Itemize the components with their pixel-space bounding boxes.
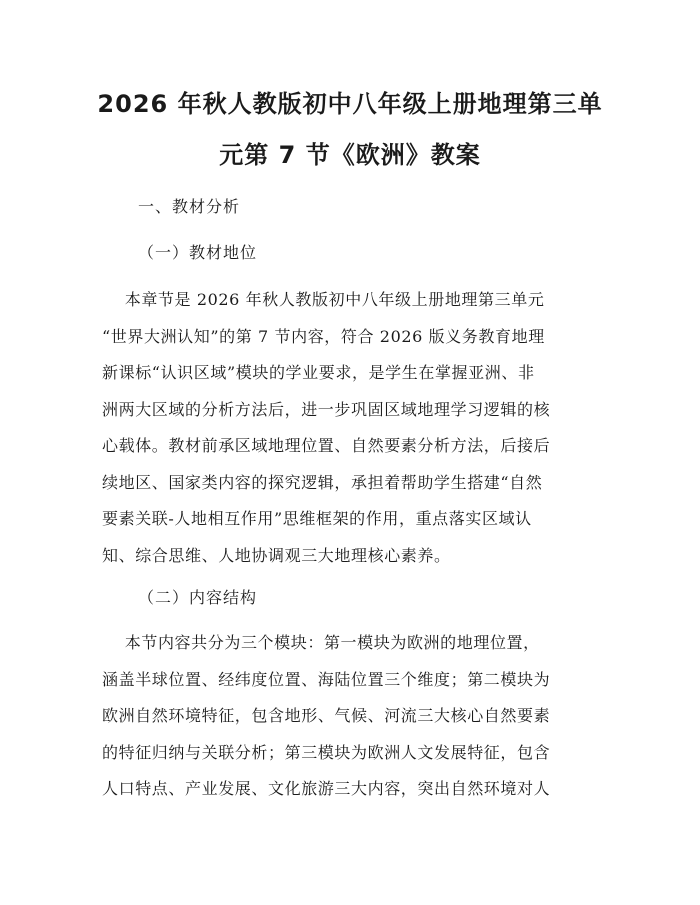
paragraph-line: 心载体。教材前承区域地理位置、自然要素分析方法，后接后 xyxy=(102,436,551,455)
paragraph-content-structure xyxy=(102,625,598,808)
paragraph-line: 本章节是 2026 年秋人教版初中八年级上册地理第三单元 xyxy=(102,290,545,309)
paragraph-material-position xyxy=(102,282,598,574)
paragraph-line: 本节内容共分为三个模块：第一模块为欧洲的地理位置， xyxy=(102,633,540,652)
paragraph-line: 人口特点、产业发展、文化旅游三大内容，突出自然环境对人 xyxy=(102,779,551,798)
subsection-heading-material-position: （一）教材地位 xyxy=(138,243,258,262)
document-title-line-1: 2026 年秋人教版初中八年级上册地理第三单 xyxy=(97,90,603,118)
paragraph-line: 要素关联-人地相互作用”思维框架的作用，重点落实区域认 xyxy=(102,509,532,528)
paragraph-line: 知、综合思维、人地协调观三大地理核心素养。 xyxy=(102,545,451,565)
paragraph-line: 洲两大区域的分析方法后，进一步巩固区域地理学习逻辑的核 xyxy=(102,399,551,419)
paragraph-line: 新课标“认识区域”模块的学业要求，是学生在掌握亚洲、非 xyxy=(102,363,535,382)
paragraph-line: “世界大洲认知”的第 7 节内容，符合 2026 版义务教育地理 xyxy=(102,326,545,346)
paragraph-line: 欧洲自然环境特征，包含地形、气候、河流三大核心自然要素 xyxy=(102,706,551,725)
subsection-heading-content-structure: （二）内容结构 xyxy=(138,588,258,607)
paragraph-line: 的特征归纳与关联分析；第三模块为欧洲人文发展特征，包含 xyxy=(102,742,551,762)
document-title-line-2: 元第 7 节《欧洲》教案 xyxy=(219,141,481,169)
section-heading-teaching-material-analysis: 一、教材分析 xyxy=(138,197,241,216)
paragraph-line: 涵盖半球位置、经纬度位置、海陆位置三个维度；第二模块为 xyxy=(102,669,551,689)
paragraph-line: 续地区、国家类内容的探究逻辑，承担着帮助学生搭建“自然 xyxy=(102,472,543,492)
